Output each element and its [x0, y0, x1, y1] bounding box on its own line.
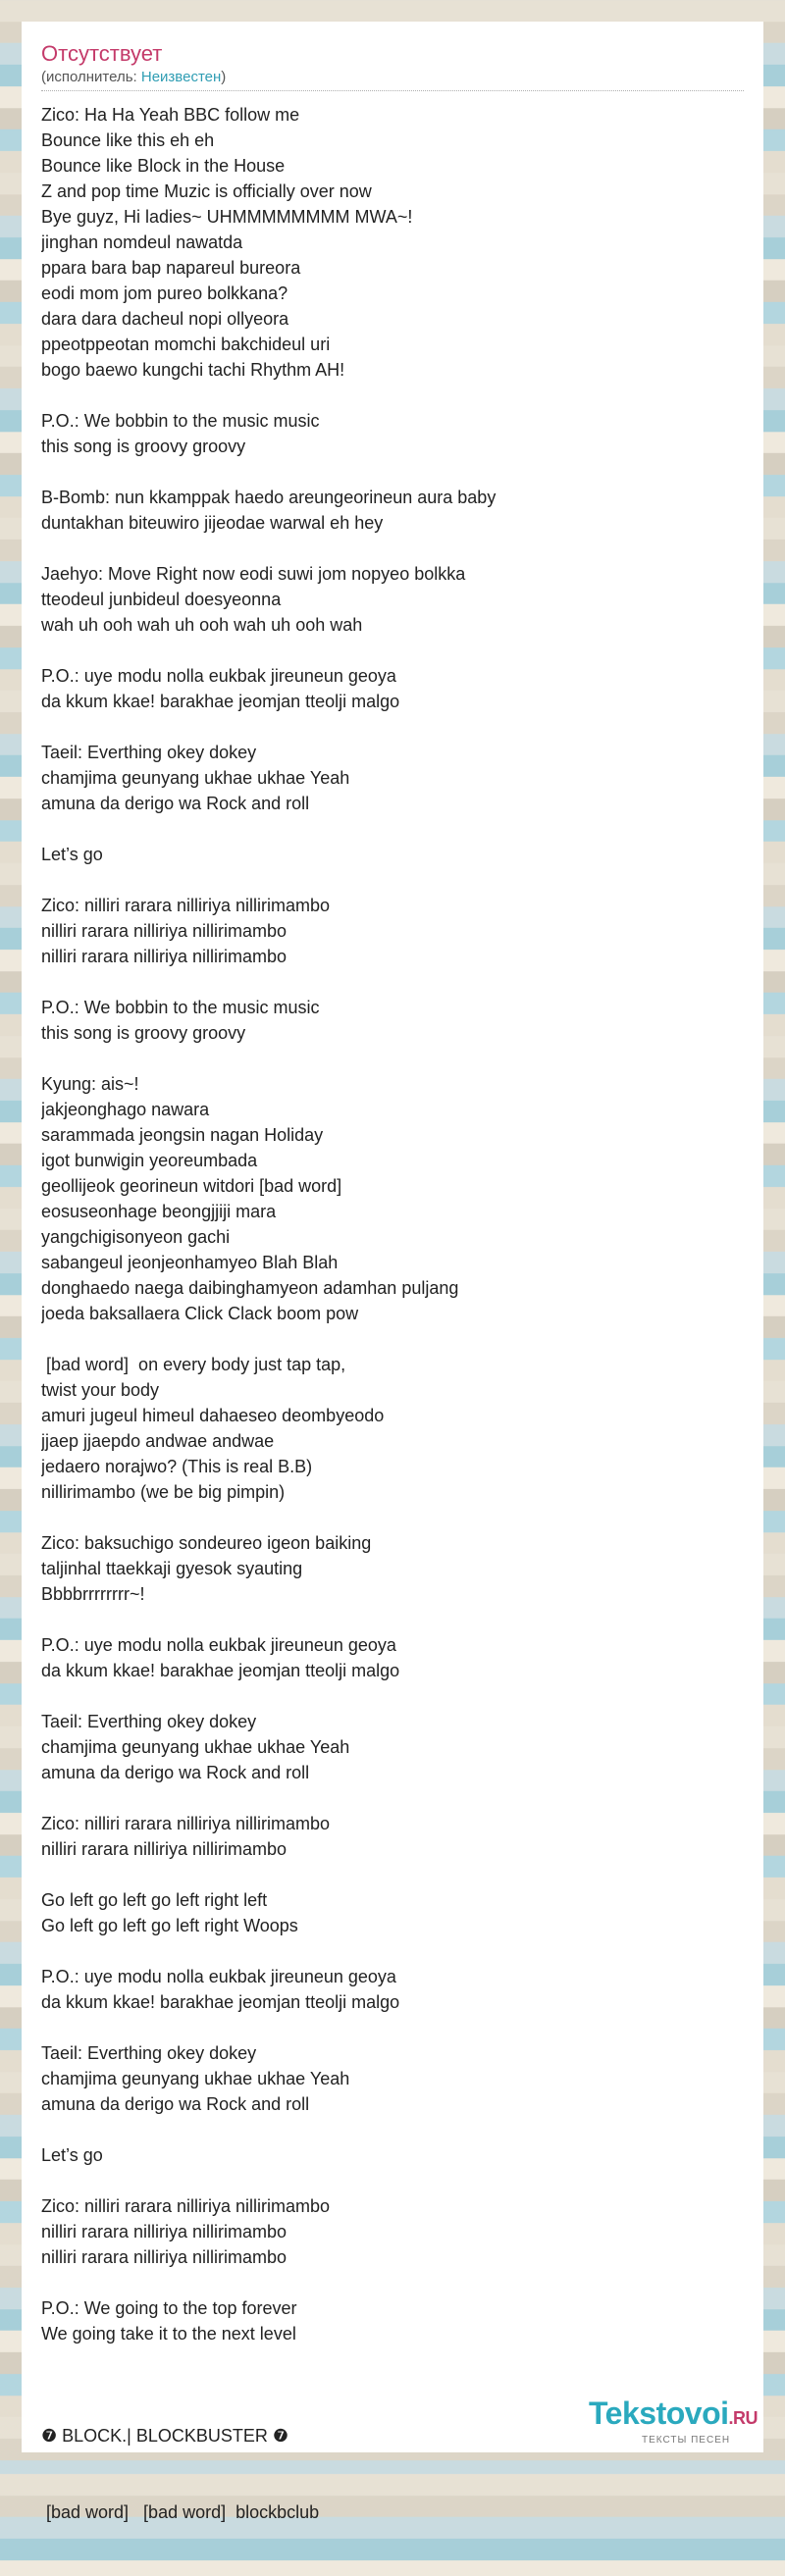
- lyrics-body: [41, 102, 744, 2346]
- lyric-line: Bye guyz, Hi ladies~ UHMMMMMMMM MWA~!: [41, 207, 413, 227]
- lyric-line: P.O.: We bobbin to the music music: [41, 998, 320, 1017]
- lyric-line: nilliri rarara nilliriya nillirimambo: [41, 947, 288, 966]
- lyric-line: amuna da derigo wa Rock and roll: [41, 794, 310, 813]
- lyric-spacer: [41, 1785, 744, 1811]
- lyric-line: dara dara dacheul nopi ollyeora: [41, 309, 289, 329]
- artist-link[interactable]: Неизвестен: [140, 69, 222, 85]
- lyric-line: nilliri rarara nilliriya nillirimambo: [41, 1839, 288, 1859]
- lyric-spacer: [41, 969, 744, 995]
- lyric-line: B-Bomb: nun kkamppak haedo areungeorineun aura baby: [41, 488, 497, 507]
- lyrics-footer: [41, 2372, 319, 2576]
- lyric-line: [bad word] on every body just tap tap,: [41, 1355, 346, 1374]
- lyric-line: donghaedo naega daibinghamyeon adamhan puljang: [41, 1278, 459, 1298]
- logo-wordmark: [589, 2396, 758, 2435]
- lyric-spacer: [41, 867, 744, 893]
- logo-subtitle: ТЕКСТЫ ПЕСЕН: [642, 2435, 731, 2446]
- lyric-spacer: [41, 1046, 744, 1071]
- lyric-line: Zico: nilliri rarara nilliriya nillirimambo: [41, 1814, 331, 1833]
- lyric-line: Bounce like Block in the House: [41, 156, 286, 176]
- lyric-line: Let’s go: [41, 2145, 103, 2165]
- lyric-line: Zico: Ha Ha Yeah BBC follow me: [41, 105, 300, 125]
- lyric-line: eodi mom jom pureo bolkkana?: [41, 283, 288, 303]
- lyric-line: P.O.: We going to the top forever: [41, 2298, 297, 2318]
- lyric-spacer: [41, 638, 744, 663]
- lyric-line: ppara bara bap napareul bureora: [41, 258, 301, 278]
- artist-line: [41, 69, 226, 86]
- lyric-line: Zico: nilliri rarara nilliriya nillirimambo: [41, 2196, 331, 2216]
- lyric-line: yangchigisonyeon gachi: [41, 1227, 231, 1247]
- lyric-line: ppeotppeotan momchi bakchideul uri: [41, 335, 331, 354]
- lyric-spacer: [41, 2117, 744, 2142]
- lyric-line: bogo baewo kungchi tachi Rhythm AH!: [41, 360, 345, 380]
- footer-line: [bad word] [bad word] blockbclub: [41, 2502, 320, 2522]
- song-title: Отсутствует: [41, 41, 163, 66]
- header-divider: [41, 90, 744, 91]
- lyric-line: Kyung: ais~!: [41, 1074, 139, 1094]
- lyric-line: this song is groovy groovy: [41, 437, 246, 456]
- lyric-line: amuri jugeul himeul dahaeseo deombyeodo: [41, 1406, 385, 1425]
- lyric-line: Let’s go: [41, 845, 103, 864]
- lyric-line: nilliri rarara nilliriya nillirimambo: [41, 2247, 288, 2267]
- lyric-line: P.O.: uye modu nolla eukbak jireuneun geoya: [41, 1635, 396, 1655]
- lyric-line: Go left go left go left right left: [41, 1890, 268, 1910]
- lyric-line: amuna da derigo wa Rock and roll: [41, 2094, 310, 2114]
- lyric-line: jjaep jjaepdo andwae andwae: [41, 1431, 275, 1451]
- lyrics-card: [22, 22, 763, 2522]
- lyric-spacer: [41, 2168, 744, 2193]
- lyric-line: tteodeul junbideul doesyeonna: [41, 590, 282, 609]
- lyric-line: da kkum kkae! barakhae jeomjan tteolji malgo: [41, 1992, 400, 2012]
- lyric-spacer: [41, 1862, 744, 1887]
- artist-suffix: ): [221, 69, 227, 85]
- lyric-line: eosuseonhage beongjjiji mara: [41, 1202, 277, 1221]
- lyric-line: jakjeonghago nawara: [41, 1100, 210, 1119]
- lyric-line: sabangeul jeonjeonhamyeo Blah Blah: [41, 1253, 339, 1272]
- lyric-line: sarammada jeongsin nagan Holiday: [41, 1125, 324, 1145]
- lyric-line: jinghan nomdeul nawatda: [41, 232, 243, 252]
- lyric-line: P.O.: uye modu nolla eukbak jireuneun geoya: [41, 1967, 396, 1986]
- lyric-line: nilliri rarara nilliriya nillirimambo: [41, 2222, 288, 2241]
- lyric-line: Taeil: Everthing okey dokey: [41, 1712, 257, 1731]
- lyric-line: Bounce like this eh eh: [41, 130, 215, 150]
- lyric-line: Jaehyo: Move Right now eodi suwi jom nopyeo bolkka: [41, 564, 466, 584]
- lyric-spacer: [41, 2270, 744, 2295]
- logo-tld: .RU: [728, 2408, 758, 2428]
- artist-prefix: (исполнитель:: [41, 69, 141, 85]
- lyric-spacer: [41, 816, 744, 842]
- lyric-line: Taeil: Everthing okey dokey: [41, 743, 257, 762]
- site-logo[interactable]: [589, 2396, 758, 2447]
- lyric-line: da kkum kkae! barakhae jeomjan tteolji malgo: [41, 692, 400, 711]
- lyric-line: duntakhan biteuwiro jijeodae warwal eh hey: [41, 513, 384, 533]
- lyric-line: nillirimambo (we be big pimpin): [41, 1482, 286, 1502]
- lyric-line: amuna da derigo wa Rock and roll: [41, 1763, 310, 1782]
- lyric-line: Zico: nilliri rarara nilliriya nillirimambo: [41, 896, 331, 915]
- lyric-line: chamjima geunyang ukhae ukhae Yeah: [41, 1737, 350, 1757]
- footer-line: ❼ BLOCK.| BLOCKBUSTER ❼: [41, 2426, 289, 2446]
- lyric-line: igot bunwigin yeoreumbada: [41, 1151, 258, 1170]
- lyric-line: wah uh ooh wah uh ooh wah uh ooh wah: [41, 615, 363, 635]
- lyric-spacer: [41, 536, 744, 561]
- lyric-spacer: [41, 1938, 744, 1964]
- lyric-spacer: [41, 714, 744, 740]
- lyric-line: Bbbbrrrrrrrr~!: [41, 1584, 145, 1604]
- lyric-line: twist your body: [41, 1380, 160, 1400]
- logo-main-text: Tekstovoi: [589, 2396, 729, 2431]
- lyric-spacer: [41, 459, 744, 485]
- lyric-spacer: [41, 1607, 744, 1632]
- lyric-spacer: [41, 1326, 744, 1352]
- lyric-spacer: [41, 2015, 744, 2040]
- lyric-line: Zico: baksuchigo sondeureo igeon baiking: [41, 1533, 372, 1553]
- lyric-line: nilliri rarara nilliriya nillirimambo: [41, 921, 288, 941]
- lyric-line: taljinhal ttaekkaji gyesok syauting: [41, 1559, 303, 1578]
- lyric-line: geollijeok georineun witdori [bad word]: [41, 1176, 342, 1196]
- lyric-line: joeda baksallaera Click Clack boom pow: [41, 1304, 359, 1323]
- lyric-line: chamjima geunyang ukhae ukhae Yeah: [41, 768, 350, 788]
- lyric-line: da kkum kkae! barakhae jeomjan tteolji malgo: [41, 1661, 400, 1680]
- lyric-line: Go left go left go left right Woops: [41, 1916, 298, 1935]
- lyric-line: this song is groovy groovy: [41, 1023, 246, 1043]
- lyric-line: jedaero norajwo? (This is real B.B): [41, 1457, 313, 1476]
- lyric-line: Taeil: Everthing okey dokey: [41, 2043, 257, 2063]
- lyric-line: P.O.: uye modu nolla eukbak jireuneun geoya: [41, 666, 396, 686]
- lyric-line: We going take it to the next level: [41, 2324, 296, 2344]
- lyric-line: Z and pop time Muzic is officially over now: [41, 181, 372, 201]
- lyric-line: P.O.: We bobbin to the music music: [41, 411, 320, 431]
- lyric-spacer: [41, 383, 744, 408]
- lyric-line: chamjima geunyang ukhae ukhae Yeah: [41, 2069, 350, 2088]
- lyric-spacer: [41, 1505, 744, 1530]
- lyric-spacer: [41, 1683, 744, 1709]
